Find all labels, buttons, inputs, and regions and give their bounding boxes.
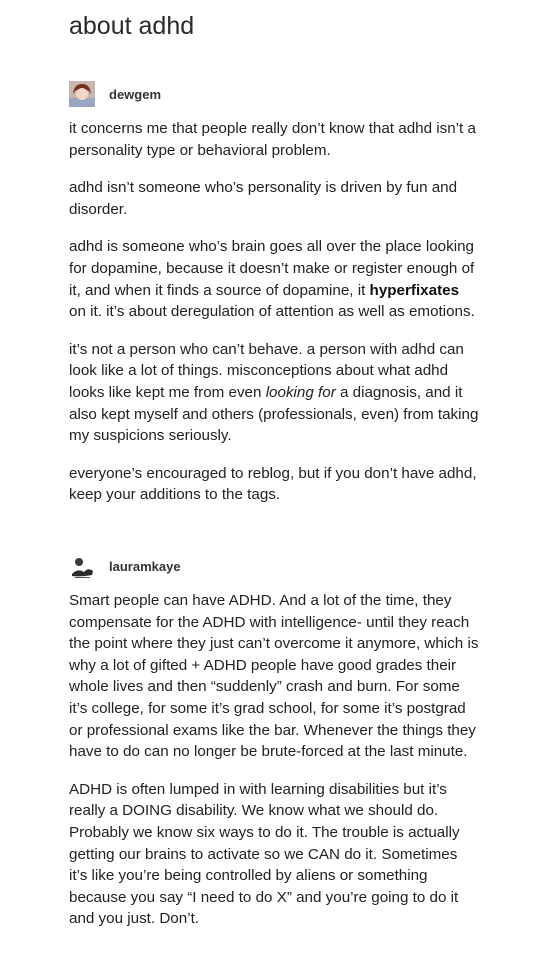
paragraph: ADHD is often lumped in with learning disabilities but it’s really a DOING disability. We know what we should do. Probably we know six ways to do it. The trouble is actually getting our brains to activate so we CAN do it. Sometimes it’s like you’re being controlled by aliens or something because you say “I need to do X” and you’re going to do it and you just. Don’t. [69, 780, 460, 928]
paragraph-text: adhd is someone who’s brain goes all over the place looking for dopamine, because it doesn’t make or register enough of it, and when it finds a source of dopamine, it [69, 238, 475, 299]
username[interactable]: dewgem [109, 86, 162, 102]
paragraph-text: it’s not a person who can’t behave. a person with adhd can look like a lot of things. misconceptions about what adhd looks like kept me from even [69, 340, 464, 401]
reblog-dewgem [69, 81, 479, 506]
username[interactable]: lauramkaye [109, 558, 181, 574]
reblog-body [69, 118, 479, 506]
paragraph [69, 339, 479, 447]
paragraph: Smart people can have ADHD. And a lot of the time, they compensate for the ADHD with intelligence- until they reach the point where they just can’t overcome it anymore, which is why a lot of gifted + ADHD people have good grades their whole lives and then “suddenly” crash and burn. For some it’s college, for some it’s grad school, for some it’s postgrad or professional exams like the bar. Whenever the things they have to do can no longer be brute-forced at the last minute. [69, 592, 479, 761]
paragraph: everyone’s encouraged to reblog, but if you don’t have adhd, keep your additions to the tags. [69, 464, 477, 504]
avatar-dewgem[interactable] [69, 81, 95, 107]
paragraph-text: on it. it’s about deregulation of attention as well as emotions. [69, 303, 475, 321]
paragraph: it concerns me that people really don’t know that adhd isn’t a personality type or behavioral problem. [69, 120, 476, 159]
reblog-header [69, 81, 479, 107]
avatar-lauramkaye[interactable] [69, 553, 95, 579]
bold-term: hyperfixates [369, 281, 460, 299]
paragraph: adhd isn’t someone who’s personality is driven by fun and disorder. [69, 179, 458, 218]
reblog-lauramkaye [69, 553, 479, 930]
reblog-header [69, 553, 479, 579]
paragraph-text: a diagnosis, and it also kept myself and others (professionals, even) from taking my suspicions seriously. [69, 383, 479, 445]
paragraph [69, 236, 479, 322]
post-title: about adhd [69, 12, 195, 40]
italic-phrase: looking for [265, 383, 336, 401]
reblog-body [69, 590, 479, 930]
